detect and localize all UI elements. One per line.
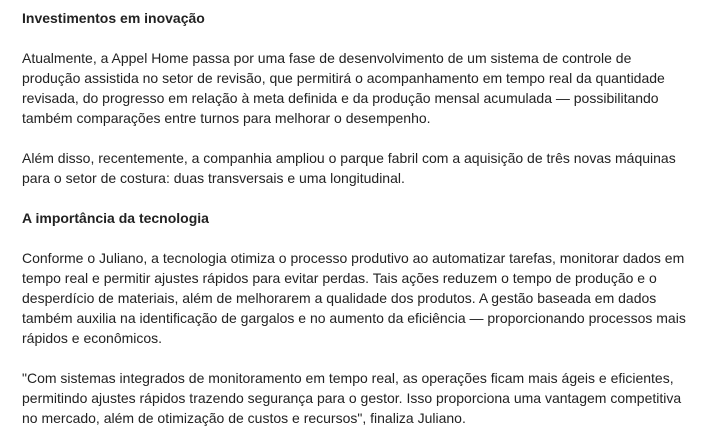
section-heading-tecnologia: A importância da tecnologia [22, 210, 209, 226]
section-heading-investimentos: Investimentos em inovação [22, 10, 205, 26]
paragraph-otimizacao: Conforme o Juliano, a tecnologia otimiza o processo produtivo ao automatizar tarefas, monitorar dados em tempo real e permitir ajustes rápidos para evitar perdas. Tais ações reduzem o tempo de produção e o desperdício de materiais, além de melhorarem a qualidade dos produtos. A gestão baseada em dados também auxilia na identificação de gargalos e no aumento da eficiência — proporcionando processos mais rápidos e econômicos. [22, 250, 686, 346]
paragraph-sistema-controle: Atualmente, a Appel Home passa por uma fase de desenvolvimento de um sistema de controle de produção assistida no setor de revisão, que permitirá o acompanhamento em tempo real da quantidade revisada, do progresso em relação à meta definida e da produção mensal acumulada — possibilitando também comparações entre turnos para melhorar o desempenho. [22, 50, 665, 126]
paragraph-citacao-juliano: "Com sistemas integrados de monitoramento em tempo real, as operações ficam mais ágeis e eficientes, permitindo ajustes rápidos trazendo segurança para o gestor. Isso proporciona uma vantagem competitiva no mercado, além de otimização de custos e recursos", finaliza Juliano. [22, 370, 682, 426]
paragraph-novas-maquinas: Além disso, recentemente, a companhia ampliou o parque fabril com a aquisição de três novas máquinas para o setor de costura: duas transversais e uma longitudinal. [22, 150, 676, 186]
